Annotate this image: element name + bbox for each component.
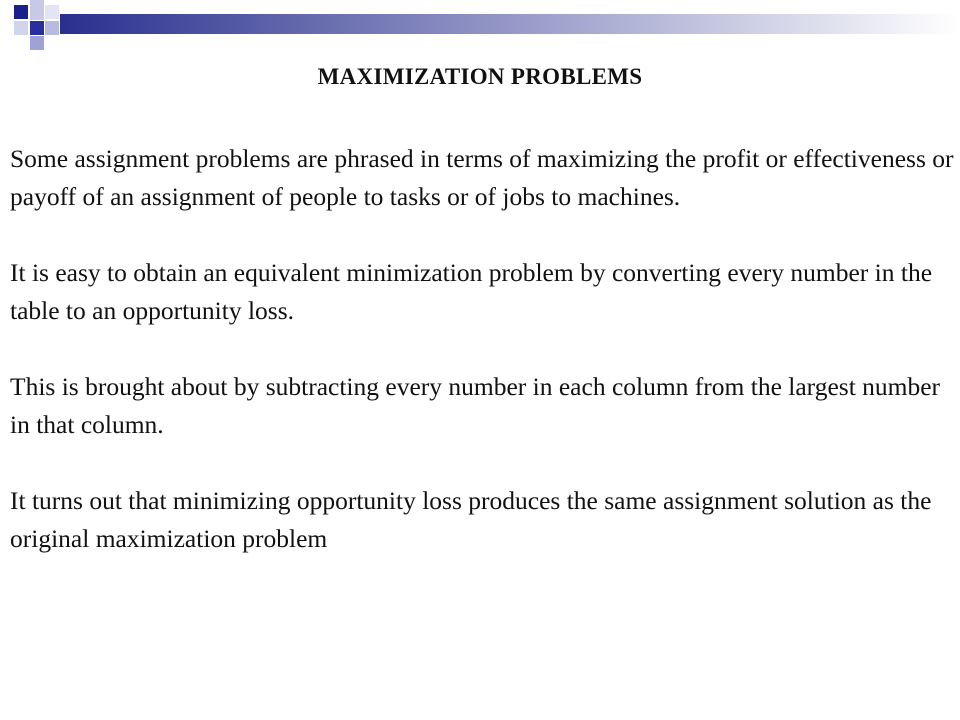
paragraph-subtracting-method: This is brought about by subtracting every number in each column from the largest number in that column. xyxy=(10,372,941,439)
header-gradient-bar xyxy=(60,14,960,34)
decor-square xyxy=(14,21,28,35)
paragraph-minimization-equivalent: It is easy to obtain an equivalent minimization problem by converting every number in the table to an opportunity loss. xyxy=(10,258,933,325)
decor-square xyxy=(30,21,44,35)
decor-square xyxy=(30,36,44,50)
decor-square xyxy=(14,5,28,19)
paragraph-same-solution: It turns out that minimizing opportunity loss produces the same assignment solution as the original maximization problem xyxy=(10,486,932,553)
decor-square xyxy=(30,0,44,20)
decor-square xyxy=(45,5,59,19)
paragraph-maximizing-intro: Some assignment problems are phrased in terms of maximizing the profit or effectiveness or payoff of an assignment of people to tasks or of jobs to machines. xyxy=(10,144,954,211)
slide-body xyxy=(10,140,955,596)
slide-title: MAXIMIZATION PROBLEMS xyxy=(317,64,643,89)
decor-square xyxy=(45,21,59,35)
